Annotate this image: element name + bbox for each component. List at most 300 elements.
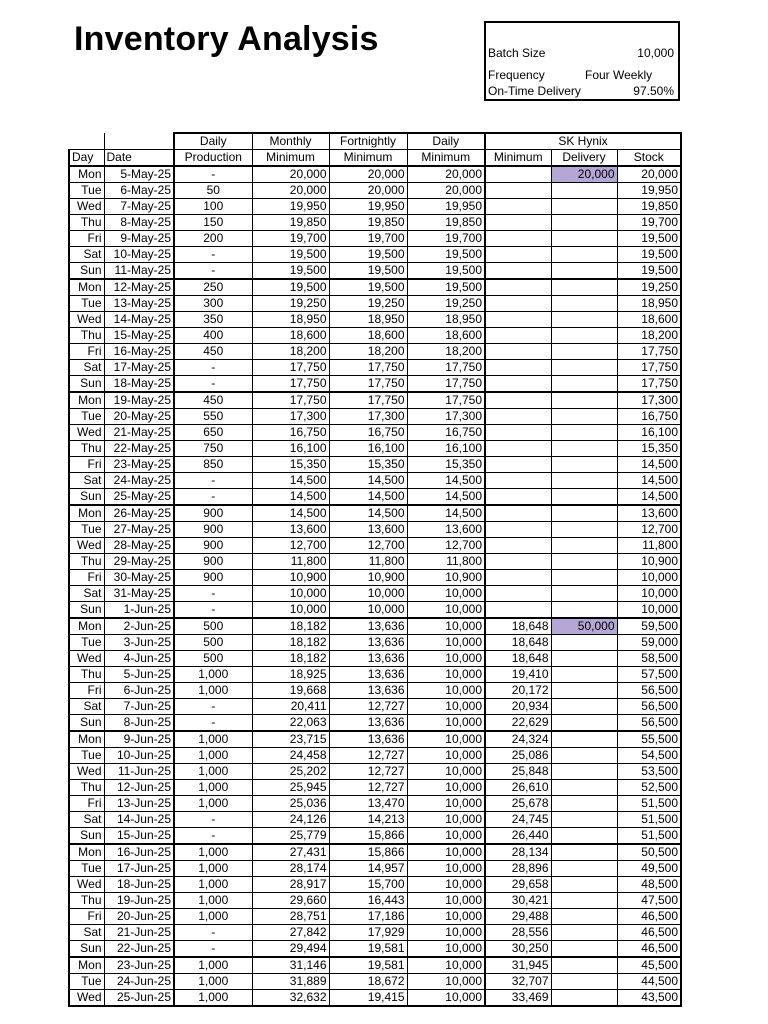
monthly-minimum-cell: 17,750 — [252, 360, 329, 376]
sk-hynix-minimum-cell — [485, 473, 551, 489]
daily-production-cell: 500 — [174, 635, 252, 651]
monthly-minimum-cell: 29,660 — [252, 893, 329, 909]
sk-hynix-delivery-cell — [551, 522, 617, 538]
sk-hynix-delivery-cell — [551, 344, 617, 360]
table-row — [69, 392, 681, 409]
sk-hynix-delivery-cell — [551, 263, 617, 280]
fortnightly-minimum-cell: 15,866 — [329, 828, 407, 845]
daily-minimum-cell: 10,000 — [407, 635, 485, 651]
header-cell: Minimum — [252, 150, 329, 167]
sk-hynix-delivery-cell — [551, 667, 617, 683]
day-cell: Thu — [69, 554, 104, 570]
fortnightly-minimum-cell: 13,636 — [329, 715, 407, 732]
fortnightly-minimum-cell: 15,700 — [329, 877, 407, 893]
monthly-minimum-cell: 14,500 — [252, 473, 329, 489]
table-row — [69, 828, 681, 845]
stock-cell: 53,500 — [617, 764, 681, 780]
stock-cell: 13,600 — [617, 505, 681, 522]
daily-production-cell: 300 — [174, 296, 252, 312]
fortnightly-minimum-cell: 17,929 — [329, 925, 407, 941]
sk-hynix-minimum-cell: 32,707 — [485, 974, 551, 990]
date-cell: 12-May-25 — [104, 279, 174, 296]
date-cell: 17-Jun-25 — [104, 861, 174, 877]
daily-minimum-cell: 14,500 — [407, 473, 485, 489]
fortnightly-minimum-cell: 19,700 — [329, 231, 407, 247]
sk-hynix-delivery-cell — [551, 974, 617, 990]
fortnightly-minimum-cell: 13,636 — [329, 731, 407, 748]
stock-cell: 19,500 — [617, 263, 681, 280]
daily-minimum-cell: 17,750 — [407, 376, 485, 393]
sk-hynix-minimum-cell — [485, 166, 551, 183]
sk-hynix-delivery-cell — [551, 473, 617, 489]
monthly-minimum-cell: 19,700 — [252, 231, 329, 247]
stock-cell: 51,500 — [617, 812, 681, 828]
date-cell: 2-Jun-25 — [104, 618, 174, 635]
fortnightly-minimum-cell: 17,750 — [329, 376, 407, 393]
sk-hynix-delivery-cell — [551, 199, 617, 215]
monthly-minimum-cell: 17,750 — [252, 392, 329, 409]
table-row — [69, 409, 681, 425]
daily-minimum-cell: 10,000 — [407, 893, 485, 909]
sk-hynix-minimum-cell: 26,610 — [485, 780, 551, 796]
daily-minimum-cell: 10,000 — [407, 877, 485, 893]
monthly-minimum-cell: 28,174 — [252, 861, 329, 877]
daily-production-cell: 50 — [174, 183, 252, 199]
fortnightly-minimum-cell: 12,727 — [329, 748, 407, 764]
fortnightly-minimum-cell: 19,250 — [329, 296, 407, 312]
sk-hynix-minimum-cell — [485, 183, 551, 199]
day-cell: Tue — [69, 296, 104, 312]
date-cell: 9-May-25 — [104, 231, 174, 247]
table-row — [69, 296, 681, 312]
fortnightly-minimum-cell: 19,500 — [329, 279, 407, 296]
table-row — [69, 312, 681, 328]
fortnightly-minimum-cell: 18,950 — [329, 312, 407, 328]
daily-minimum-cell: 10,000 — [407, 844, 485, 861]
stock-cell: 10,900 — [617, 554, 681, 570]
monthly-minimum-cell: 18,182 — [252, 635, 329, 651]
daily-minimum-cell: 20,000 — [407, 166, 485, 183]
sk-hynix-minimum-cell — [485, 328, 551, 344]
date-cell: 6-Jun-25 — [104, 683, 174, 699]
stock-cell: 48,500 — [617, 877, 681, 893]
stock-cell: 44,500 — [617, 974, 681, 990]
daily-production-cell: 100 — [174, 199, 252, 215]
fortnightly-minimum-cell: 19,581 — [329, 957, 407, 974]
table-row — [69, 635, 681, 651]
sk-hynix-minimum-cell: 26,440 — [485, 828, 551, 845]
sk-hynix-minimum-cell — [485, 409, 551, 425]
day-cell: Thu — [69, 328, 104, 344]
daily-minimum-cell: 10,000 — [407, 828, 485, 845]
stock-cell: 51,500 — [617, 828, 681, 845]
stock-cell: 16,100 — [617, 425, 681, 441]
sk-hynix-delivery-cell — [551, 731, 617, 748]
monthly-minimum-cell: 18,925 — [252, 667, 329, 683]
fortnightly-minimum-cell: 14,500 — [329, 473, 407, 489]
daily-production-cell: 1,000 — [174, 748, 252, 764]
table-row — [69, 586, 681, 602]
monthly-minimum-cell: 23,715 — [252, 731, 329, 748]
sk-hynix-delivery-cell — [551, 844, 617, 861]
header-cell — [104, 133, 174, 150]
daily-minimum-cell: 10,000 — [407, 796, 485, 812]
sk-hynix-minimum-cell — [485, 457, 551, 473]
table-row — [69, 893, 681, 909]
day-cell: Fri — [69, 344, 104, 360]
sk-hynix-minimum-cell — [485, 360, 551, 376]
daily-production-cell: - — [174, 925, 252, 941]
date-cell: 28-May-25 — [104, 538, 174, 554]
date-cell: 15-May-25 — [104, 328, 174, 344]
sk-hynix-delivery-cell — [551, 570, 617, 586]
date-cell: 25-Jun-25 — [104, 990, 174, 1007]
sk-hynix-delivery-cell — [551, 409, 617, 425]
fortnightly-minimum-cell: 19,500 — [329, 263, 407, 280]
header-cell: Delivery — [551, 150, 617, 167]
monthly-minimum-cell: 20,000 — [252, 166, 329, 183]
table-row — [69, 425, 681, 441]
fortnightly-minimum-cell: 17,750 — [329, 392, 407, 409]
daily-minimum-cell: 10,000 — [407, 683, 485, 699]
day-cell: Mon — [69, 392, 104, 409]
day-cell: Tue — [69, 635, 104, 651]
day-cell: Mon — [69, 957, 104, 974]
daily-production-cell: - — [174, 602, 252, 619]
fortnightly-minimum-cell: 13,636 — [329, 651, 407, 667]
daily-minimum-cell: 10,000 — [407, 941, 485, 958]
sk-hynix-delivery-cell — [551, 699, 617, 715]
sk-hynix-minimum-cell — [485, 505, 551, 522]
table-row — [69, 166, 681, 183]
header-cell: Daily — [174, 133, 252, 150]
day-cell: Wed — [69, 425, 104, 441]
fortnightly-minimum-cell: 20,000 — [329, 166, 407, 183]
day-cell: Fri — [69, 231, 104, 247]
daily-production-cell: - — [174, 699, 252, 715]
date-cell: 25-May-25 — [104, 489, 174, 506]
sk-hynix-delivery-cell — [551, 296, 617, 312]
daily-minimum-cell: 19,500 — [407, 279, 485, 296]
fortnightly-minimum-cell: 16,100 — [329, 441, 407, 457]
sk-hynix-minimum-cell: 28,134 — [485, 844, 551, 861]
daily-minimum-cell: 10,000 — [407, 667, 485, 683]
table-row — [69, 844, 681, 861]
day-cell: Wed — [69, 199, 104, 215]
monthly-minimum-cell: 18,182 — [252, 618, 329, 635]
daily-production-cell: 1,000 — [174, 893, 252, 909]
sk-hynix-minimum-cell — [485, 279, 551, 296]
stock-cell: 59,500 — [617, 618, 681, 635]
daily-production-cell: 1,000 — [174, 957, 252, 974]
monthly-minimum-cell: 14,500 — [252, 489, 329, 506]
table-row — [69, 925, 681, 941]
sk-hynix-minimum-cell: 33,469 — [485, 990, 551, 1007]
monthly-minimum-cell: 17,750 — [252, 376, 329, 393]
sk-hynix-minimum-cell: 18,648 — [485, 618, 551, 635]
fortnightly-minimum-cell: 10,900 — [329, 570, 407, 586]
daily-minimum-cell: 10,000 — [407, 974, 485, 990]
sk-hynix-delivery-cell — [551, 425, 617, 441]
sk-hynix-minimum-cell — [485, 231, 551, 247]
sk-hynix-minimum-cell — [485, 344, 551, 360]
sk-hynix-delivery-cell — [551, 441, 617, 457]
day-cell: Fri — [69, 457, 104, 473]
table-row — [69, 699, 681, 715]
monthly-minimum-cell: 25,036 — [252, 796, 329, 812]
table-row — [69, 618, 681, 635]
inventory-table — [68, 132, 682, 1007]
sk-hynix-delivery-cell — [551, 602, 617, 619]
fortnightly-minimum-cell: 13,636 — [329, 635, 407, 651]
fortnightly-minimum-cell: 19,950 — [329, 199, 407, 215]
daily-minimum-cell: 10,900 — [407, 570, 485, 586]
daily-production-cell: - — [174, 376, 252, 393]
daily-minimum-cell: 14,500 — [407, 489, 485, 506]
stock-cell: 43,500 — [617, 990, 681, 1007]
header-cell: Minimum — [407, 150, 485, 167]
daily-minimum-cell: 10,000 — [407, 748, 485, 764]
fortnightly-minimum-cell: 12,727 — [329, 780, 407, 796]
table-row — [69, 602, 681, 619]
daily-production-cell: 500 — [174, 651, 252, 667]
table-row — [69, 489, 681, 506]
daily-production-cell: 1,000 — [174, 667, 252, 683]
param-label: Frequency — [488, 68, 545, 82]
fortnightly-minimum-cell: 17,186 — [329, 909, 407, 925]
daily-minimum-cell: 18,950 — [407, 312, 485, 328]
sk-hynix-delivery-cell — [551, 812, 617, 828]
sk-hynix-delivery-cell — [551, 877, 617, 893]
stock-cell: 47,500 — [617, 893, 681, 909]
table-row — [69, 715, 681, 732]
sk-hynix-delivery-cell — [551, 941, 617, 958]
date-cell: 10-Jun-25 — [104, 748, 174, 764]
sk-hynix-minimum-cell — [485, 586, 551, 602]
daily-minimum-cell: 18,600 — [407, 328, 485, 344]
monthly-minimum-cell: 25,945 — [252, 780, 329, 796]
header-cell: Fortnightly — [329, 133, 407, 150]
monthly-minimum-cell: 10,000 — [252, 586, 329, 602]
monthly-minimum-cell: 19,850 — [252, 215, 329, 231]
date-cell: 30-May-25 — [104, 570, 174, 586]
sk-hynix-delivery-cell — [551, 586, 617, 602]
sk-hynix-delivery-cell — [551, 376, 617, 393]
table-row — [69, 861, 681, 877]
daily-minimum-cell: 19,950 — [407, 199, 485, 215]
day-cell: Sun — [69, 489, 104, 506]
daily-production-cell: 1,000 — [174, 844, 252, 861]
param-value: 97.50% — [633, 84, 674, 98]
stock-cell: 17,750 — [617, 360, 681, 376]
sk-hynix-delivery-cell — [551, 715, 617, 732]
monthly-minimum-cell: 20,000 — [252, 183, 329, 199]
fortnightly-minimum-cell: 20,000 — [329, 183, 407, 199]
stock-cell: 56,500 — [617, 699, 681, 715]
sk-hynix-delivery-cell — [551, 215, 617, 231]
stock-cell: 56,500 — [617, 715, 681, 732]
sk-hynix-minimum-cell: 28,556 — [485, 925, 551, 941]
sk-hynix-delivery-cell — [551, 279, 617, 296]
table-row — [69, 376, 681, 393]
daily-production-cell: 900 — [174, 570, 252, 586]
stock-cell: 19,950 — [617, 183, 681, 199]
fortnightly-minimum-cell: 19,581 — [329, 941, 407, 958]
daily-minimum-cell: 19,250 — [407, 296, 485, 312]
monthly-minimum-cell: 24,126 — [252, 812, 329, 828]
sk-hynix-delivery-cell — [551, 328, 617, 344]
daily-minimum-cell: 11,800 — [407, 554, 485, 570]
sk-hynix-delivery-cell — [551, 828, 617, 845]
day-cell: Mon — [69, 279, 104, 296]
fortnightly-minimum-cell: 16,443 — [329, 893, 407, 909]
date-cell: 16-Jun-25 — [104, 844, 174, 861]
page-title: Inventory Analysis — [74, 20, 379, 58]
stock-cell: 18,950 — [617, 296, 681, 312]
daily-production-cell: 450 — [174, 392, 252, 409]
monthly-minimum-cell: 18,200 — [252, 344, 329, 360]
stock-cell: 19,850 — [617, 199, 681, 215]
day-cell: Wed — [69, 651, 104, 667]
date-cell: 14-May-25 — [104, 312, 174, 328]
stock-cell: 14,500 — [617, 489, 681, 506]
table-row — [69, 731, 681, 748]
daily-production-cell: 1,000 — [174, 683, 252, 699]
sk-hynix-minimum-cell: 19,410 — [485, 667, 551, 683]
fortnightly-minimum-cell: 10,000 — [329, 602, 407, 619]
fortnightly-minimum-cell: 11,800 — [329, 554, 407, 570]
day-cell: Sun — [69, 376, 104, 393]
sk-hynix-minimum-cell: 24,324 — [485, 731, 551, 748]
day-cell: Mon — [69, 731, 104, 748]
table-row — [69, 683, 681, 699]
sk-hynix-delivery-cell — [551, 764, 617, 780]
sk-hynix-delivery-cell — [551, 780, 617, 796]
monthly-minimum-cell: 19,500 — [252, 247, 329, 263]
day-cell: Tue — [69, 409, 104, 425]
daily-production-cell: - — [174, 715, 252, 732]
monthly-minimum-cell: 27,431 — [252, 844, 329, 861]
header-group-sk-hynix: SK Hynix — [485, 133, 681, 150]
sk-hynix-delivery-cell — [551, 247, 617, 263]
monthly-minimum-cell: 25,202 — [252, 764, 329, 780]
date-cell: 26-May-25 — [104, 505, 174, 522]
stock-cell: 57,500 — [617, 667, 681, 683]
daily-minimum-cell: 10,000 — [407, 715, 485, 732]
monthly-minimum-cell: 19,500 — [252, 263, 329, 280]
sk-hynix-minimum-cell — [485, 263, 551, 280]
day-cell: Thu — [69, 667, 104, 683]
table-row — [69, 360, 681, 376]
stock-cell: 49,500 — [617, 861, 681, 877]
daily-production-cell: 150 — [174, 215, 252, 231]
date-cell: 9-Jun-25 — [104, 731, 174, 748]
date-cell: 14-Jun-25 — [104, 812, 174, 828]
fortnightly-minimum-cell: 12,700 — [329, 538, 407, 554]
day-cell: Tue — [69, 974, 104, 990]
date-cell: 20-May-25 — [104, 409, 174, 425]
sk-hynix-minimum-cell: 28,896 — [485, 861, 551, 877]
date-cell: 19-May-25 — [104, 392, 174, 409]
stock-cell: 10,000 — [617, 602, 681, 619]
daily-minimum-cell: 19,850 — [407, 215, 485, 231]
sk-hynix-delivery-cell — [551, 796, 617, 812]
date-cell: 15-Jun-25 — [104, 828, 174, 845]
table-row — [69, 941, 681, 958]
day-cell: Fri — [69, 796, 104, 812]
fortnightly-minimum-cell: 15,866 — [329, 844, 407, 861]
date-cell: 27-May-25 — [104, 522, 174, 538]
sk-hynix-minimum-cell — [485, 522, 551, 538]
daily-minimum-cell: 10,000 — [407, 780, 485, 796]
day-cell: Sun — [69, 602, 104, 619]
daily-production-cell: 1,000 — [174, 990, 252, 1007]
daily-production-cell: - — [174, 828, 252, 845]
daily-minimum-cell: 10,000 — [407, 861, 485, 877]
sk-hynix-minimum-cell — [485, 247, 551, 263]
daily-production-cell: 500 — [174, 618, 252, 635]
fortnightly-minimum-cell: 15,350 — [329, 457, 407, 473]
daily-minimum-cell: 17,750 — [407, 360, 485, 376]
fortnightly-minimum-cell: 12,727 — [329, 764, 407, 780]
date-cell: 20-Jun-25 — [104, 909, 174, 925]
table-row — [69, 667, 681, 683]
fortnightly-minimum-cell: 13,470 — [329, 796, 407, 812]
sk-hynix-delivery-cell — [551, 683, 617, 699]
table-row — [69, 748, 681, 764]
daily-minimum-cell: 10,000 — [407, 699, 485, 715]
monthly-minimum-cell: 28,917 — [252, 877, 329, 893]
daily-minimum-cell: 10,000 — [407, 990, 485, 1007]
fortnightly-minimum-cell: 14,500 — [329, 489, 407, 506]
daily-minimum-cell: 10,000 — [407, 764, 485, 780]
daily-production-cell: 550 — [174, 409, 252, 425]
date-cell: 17-May-25 — [104, 360, 174, 376]
sk-hynix-delivery-cell: 20,000 — [551, 166, 617, 183]
monthly-minimum-cell: 18,950 — [252, 312, 329, 328]
monthly-minimum-cell: 13,600 — [252, 522, 329, 538]
daily-production-cell: 1,000 — [174, 796, 252, 812]
date-cell: 4-Jun-25 — [104, 651, 174, 667]
sk-hynix-minimum-cell — [485, 489, 551, 506]
header-cell: Minimum — [485, 150, 551, 167]
day-cell: Mon — [69, 618, 104, 635]
sk-hynix-minimum-cell — [485, 199, 551, 215]
stock-cell: 14,500 — [617, 473, 681, 489]
param-label: Batch Size — [488, 46, 546, 60]
date-cell: 24-May-25 — [104, 473, 174, 489]
daily-production-cell: 1,000 — [174, 877, 252, 893]
daily-production-cell: - — [174, 247, 252, 263]
daily-minimum-cell: 12,700 — [407, 538, 485, 554]
fortnightly-minimum-cell: 18,200 — [329, 344, 407, 360]
sk-hynix-minimum-cell: 20,172 — [485, 683, 551, 699]
monthly-minimum-cell: 29,494 — [252, 941, 329, 958]
day-cell: Mon — [69, 505, 104, 522]
day-cell: Fri — [69, 570, 104, 586]
daily-production-cell: 1,000 — [174, 909, 252, 925]
daily-production-cell: - — [174, 489, 252, 506]
table-row — [69, 199, 681, 215]
sk-hynix-minimum-cell — [485, 392, 551, 409]
date-cell: 29-May-25 — [104, 554, 174, 570]
table-row — [69, 231, 681, 247]
stock-cell: 19,700 — [617, 215, 681, 231]
daily-production-cell: 1,000 — [174, 764, 252, 780]
daily-minimum-cell: 13,600 — [407, 522, 485, 538]
stock-cell: 45,500 — [617, 957, 681, 974]
date-cell: 7-Jun-25 — [104, 699, 174, 715]
